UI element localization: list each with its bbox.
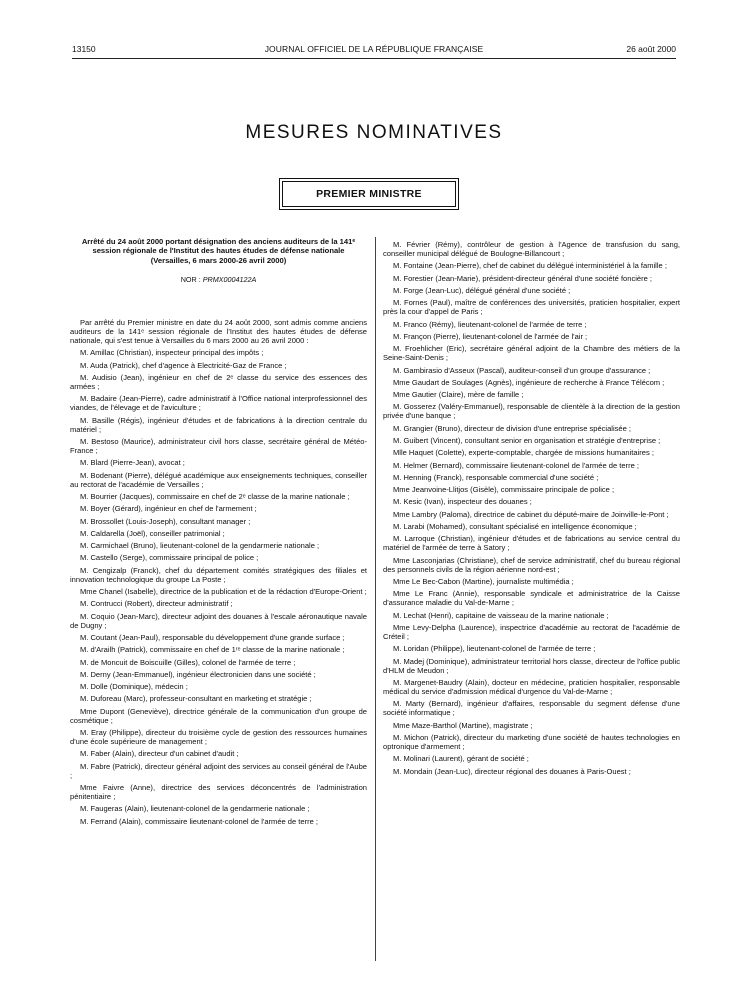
list-item: M. Madej (Dominique), administrateur territorial hors classe, directeur de l'office public d'HLM de Meudon ; [383,656,680,675]
list-item: M. Forestier (Jean-Marie), président-directeur général d'une société foncière ; [393,273,652,283]
list-item: M. Basille (Régis), ingénieur d'études et de fabrications à la direction centrale du matériel ; [70,415,367,434]
list-item: M. Bourrier (Jacques), commissaire en chef de 2ᵉ classe de la marine nationale ; [80,491,350,501]
list-item: M. Amillac (Christian), inspecteur principal des impôts ; [80,348,264,358]
list-item: M. Cengizalp (Franck), chef du département comités stratégiques des filiales et innovation technologique du groupe La Poste ; [70,565,367,584]
journal-title: JOURNAL OFFICIEL DE LA RÉPUBLIQUE FRANÇAISE [264,44,484,54]
list-item: Mme Le Bec-Cabon (Martine), journaliste multimédia ; [393,577,574,587]
list-item: M. Henning (Franck), responsable commercial d'une société ; [393,472,599,482]
list-item: Mme Gaudart de Soulages (Agnès), ingénieure de recherche à France Télécom ; [393,377,665,387]
list-item: M. Dolle (Dominique), médecin ; [80,682,188,692]
list-item: M. Boyer (Gérard), ingénieur en chef de l'armement ; [80,504,257,514]
list-item: M. Faber (Alain), directeur d'un cabinet d'audit ; [80,749,239,759]
list-item: M. Bodenant (Pierre), délégué académique aux enseignements techniques, conseiller au rectorat de l'académie de Versailles ; [70,470,367,489]
list-item: M. Fontaine (Jean-Pierre), chef de cabinet du délégué interministériel à la famille ; [393,261,667,271]
list-item: M. Gambirasio d'Asseux (Pascal), auditeur-conseil d'un groupe d'assurance ; [393,365,651,375]
list-item: M. Coutant (Jean-Paul), responsable du développement d'une grande surface ; [80,632,345,642]
page-number: 13150 [72,44,96,54]
nor-label: NOR : [180,274,201,284]
list-item: Mme Lambry (Paloma), directrice de cabinet du député-maire de Joinville-le-Pont ; [393,509,669,519]
list-item: M. Grangier (Bruno), directeur de division d'une entreprise spécialisée ; [393,423,632,433]
right-column [383,237,680,779]
list-item: M. Coquio (Jean-Marc), directeur adjoint des douanes à l'escale aéronautique navale de Dugny ; [70,611,367,630]
section-title: MESURES NOMINATIVES [245,122,503,143]
list-item: M. Fabre (Patrick), directeur général adjoint des services au conseil général de l'Aube ; [70,761,367,780]
list-item: Mme Faivre (Anne), directrice des services déconcentrés de l'administration pénitentiaire ; [70,783,367,802]
list-item: M. Mondain (Jean-Luc), directeur régional des douanes à Paris-Ouest ; [393,766,631,776]
list-item: M. Loridan (Philippe), lieutenant-colonel de l'armée de terre ; [393,644,596,654]
list-item: M. Kesic (Ivan), inspecteur des douanes ; [393,497,532,507]
column-divider [375,237,376,961]
list-item: Mme Maze-Barthol (Martine), magistrate ; [393,720,533,730]
list-item: M. Audisio (Jean), ingénieur en chef de 2ᵉ classe du service des essences des armées ; [70,372,367,391]
list-item: M. Larroque (Christian), ingénieur d'études et de fabrications au service central du matériel de l'armée de terre à Satory ; [383,534,680,553]
list-item: M. Duforeau (Marc), professeur-consultant en marketing et stratégie ; [80,694,312,704]
list-item: M. Marty (Bernard), ingénieur d'affaires, responsable du segment défense d'une société informatique ; [383,699,680,718]
arrete-intro: Par arrêté du Premier ministre en date du 24 août 2000, sont admis comme anciens auditeurs de la 141ᵉ session régionale de l'Institut des hautes études de défense nationale, qui s'est tenue à Versailles du 6 mars 2000 au 26 avril 2000 : [70,317,367,346]
list-item: M. Brossollet (Louis-Joseph), consultant manager ; [80,516,251,526]
list-item: M. Badaire (Jean-Pierre), cadre administratif à l'Office national interprofessionnel des viandes, de l'élevage et de l'aviculture ; [70,394,367,413]
list-item: Mme Le Franc (Annie), responsable syndicale et administratrice de la Caisse d'assurance maladie du Val-de-Marne ; [383,589,680,608]
list-item: M. Bestoso (Maurice), administrateur civil hors classe, secrétaire général de Météo-France ; [70,436,367,456]
list-item: M. de Moncuit de Boiscuille (Gilles), colonel de l'armée de terre ; [80,657,296,667]
left-entries-list [70,348,367,826]
list-item: M. Froehlicher (Eric), secrétaire général adjoint de la Chambre des métiers de la Seine-Saint-Denis ; [383,344,680,363]
list-item: M. Février (Rémy), contrôleur de gestion à l'Agence de transfusion du sang, conseiller municipal délégué de Boulogne-Billancourt ; [383,240,680,259]
list-item: M. Lechat (Henri), capitaine de vaisseau de la marine nationale ; [393,610,609,620]
list-item: Mme Chanel (Isabelle), directrice de la publication et de la rédaction d'Europe-Orient ; [80,587,367,597]
list-item: M. Forge (Jean-Luc), délégué général d'une société ; [393,285,571,295]
list-item: M. Gosserez (Valéry-Emmanuel), responsable de clientèle à la direction de la gestion privée d'une banque ; [383,402,680,421]
list-item: M. Michon (Patrick), directeur du marketing d'une société de hautes technologies en optronique d'armement ; [383,733,680,752]
list-item: M. Auda (Patrick), chef d'agence à Electricité-Gaz de France ; [80,360,287,370]
ministry-heading: PREMIER MINISTRE [282,181,456,207]
list-item: M. Françon (Pierre), lieutenant-colonel de l'armée de l'air ; [393,331,588,341]
arrete-title: Arrêté du 24 août 2000 portant désignation des anciens auditeurs de la 141ᵉ session régionale de l'Institut des hautes études de défense nationale (Versailles, 6 mars 2000-26 avril 2000) [81,237,356,265]
nor-reference [70,275,367,284]
list-item: M. Caldarella (Joël), conseiller patrimonial ; [80,528,225,538]
list-item: M. Margenet-Baudry (Alain), docteur en médecine, praticien hospitalier, responsable médical du service d'admission médical d'urgence du Val-de-Marne ; [383,678,680,697]
list-item: M. Faugeras (Alain), lieutenant-colonel de la gendarmerie nationale ; [80,804,310,814]
list-item: M. Guibert (Vincent), consultant senior en organisation et stratégie d'entreprise ; [393,436,661,446]
list-item: M. d'Arailh (Patrick), commissaire en chef de 1ʳᵉ classe de la marine nationale ; [80,645,345,655]
left-column [70,237,367,829]
list-item: M. Derny (Jean-Emmanuel), ingénieur électronicien dans une société ; [80,669,316,679]
list-item: M. Franco (Rémy), lieutenant-colonel de l'armée de terre ; [393,319,587,329]
nor-code: PRMX0004122A [202,274,257,284]
list-item: M. Helmer (Bernard), commissaire lieutenant-colonel de l'armée de terre ; [393,460,639,470]
list-item: Mme Dupont (Geneviève), directrice générale de la communication d'un groupe de cosmétique ; [70,706,367,725]
list-item: M. Contrucci (Robert), directeur administratif ; [80,599,233,609]
list-item: M. Blard (Pierre-Jean), avocat ; [80,458,185,468]
list-item: Mme Lasconjarias (Christiane), chef de service administratif, chef du bureau régional des personnels civils de la région aérienne nord-est ; [383,555,680,574]
list-item: Mlle Haquet (Colette), experte-comptable, chargée de missions humanitaires ; [393,448,654,458]
list-item: M. Fornes (Paul), maître de conférences des universités, praticien hospitalier, expert près la cour d'appel de Paris ; [383,298,680,317]
list-item: M. Larabi (Mohamed), consultant spécialisé en intelligence économique ; [393,522,637,531]
list-item: M. Ferrand (Alain), commissaire lieutenant-colonel de l'armée de terre ; [80,816,319,826]
list-item: Mme Levy-Delpha (Laurence), inspectrice d'académie au rectorat de l'académie de Créteil ; [383,622,680,642]
list-item: M. Castello (Serge), commissaire principal de police ; [80,553,259,563]
right-entries-list [383,240,680,776]
page-header [72,44,676,59]
list-item: Mme Jeanvoine-Llitjos (Gisèle), commissaire principale de police ; [393,485,615,495]
list-item: M. Carmichael (Bruno), lieutenant-colonel de la gendarmerie nationale ; [80,541,320,551]
list-item: M. Eray (Philippe), directeur du troisième cycle de gestion des ressources humaines d'une école supérieure de management ; [70,728,367,747]
list-item: M. Molinari (Laurent), gérant de société ; [393,754,529,764]
issue-date: 26 août 2000 [626,44,676,54]
list-item: Mme Gautier (Claire), mère de famille ; [393,390,524,400]
